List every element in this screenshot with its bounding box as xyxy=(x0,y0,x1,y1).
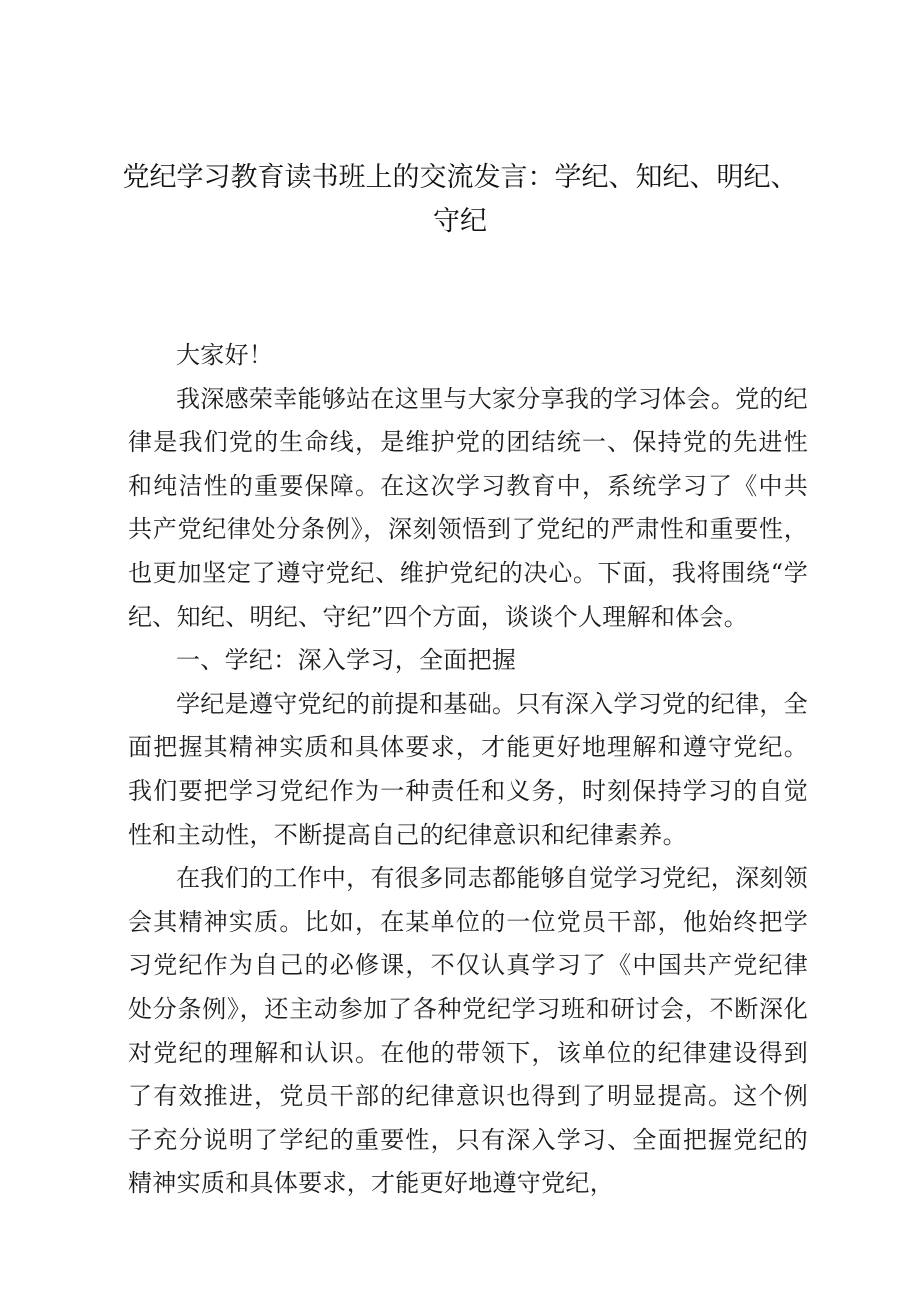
section-heading-1: 一、学纪：深入学习，全面把握 xyxy=(176,646,517,675)
document-title xyxy=(120,156,800,244)
title-line-2: 守纪 xyxy=(433,206,487,237)
body-paragraph: 在我们的工作中，有很多同志都能够自觉学习党纪，深刻领会其精神实质。比如，在某单位的一位党员干部，他始终把学习党纪作为自己的必修课，不仅认真学习了《中国共产党纪律处分条例》，还主动参加了各种党纪学习班和研讨会，不断深化对党纪的理解和认识。在他的带领下，该单位的纪律建设得到了有效推进，党员干部的纪律意识也得到了明显提高。这个例子充分说明了学纪的重要性，只有深入学习、全面把握党纪的精神实质和具体要求，才能更好地遵守党纪， xyxy=(128,864,808,1198)
body-paragraph: 学纪是遵守党纪的前提和基础。只有深入学习党的纪律，全面把握其精神实质和具体要求，才能更好地理解和遵守党纪。我们要把学习党纪作为一种责任和义务，时刻保持学习的自觉性和主动性，不断提高自己的纪律意识和纪律素养。 xyxy=(128,689,808,849)
intro-paragraph: 我深感荣幸能够站在这里与大家分享我的学习体会。党的纪律是我们党的生命线，是维护党的团结统一、保持党的先进性和纯洁性的重要保障。在这次学习教育中，系统学习了《中共共产党纪律处分条例》，深刻领悟到了党纪的严肃性和重要性，也更加坚定了遵守党纪、维护党纪的决心。下面，我将围绕“学纪、知纪、明纪、守纪”四个方面，谈谈个人理解和体会。 xyxy=(128,384,808,631)
document-body xyxy=(128,334,808,1206)
title-line-1: 党纪学习教育读书班上的交流发言：学纪、知纪、明纪、 xyxy=(122,162,798,193)
greeting-paragraph: 大家好！ xyxy=(176,341,274,369)
